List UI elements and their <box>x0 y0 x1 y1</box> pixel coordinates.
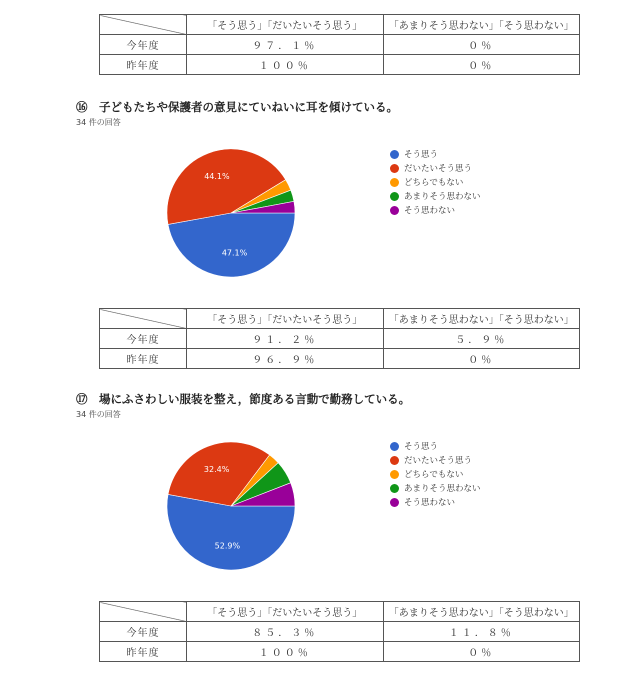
cell-this-year-agree: ９７．１％ <box>187 35 384 55</box>
legend-label: だいたいそう思う <box>404 456 473 466</box>
cell-this-year-disagree: １１．８％ <box>383 622 580 642</box>
legend-label: どちらでもない <box>404 470 464 480</box>
legend-q16 <box>390 147 481 217</box>
comparison-table-q16 <box>99 308 580 369</box>
question-17-response-count: 34 件の回答 <box>76 410 121 419</box>
legend-label: そう思わない <box>404 206 456 216</box>
row-label-this-year: 今年度 <box>100 329 187 349</box>
pie-data-label: 32.4% <box>203 465 230 475</box>
comparison-table-q17 <box>99 601 580 662</box>
cell-this-year-disagree: ５．９％ <box>383 329 580 349</box>
legend-dot <box>390 150 399 159</box>
legend-label: だいたいそう思う <box>404 164 473 174</box>
col-header-disagree: 「あまりそう思わない」「そう思わない」 <box>383 15 580 35</box>
question-16-title: ⑯ 子どもたちや保護者の意見にていねいに耳を傾けている。 <box>76 100 398 114</box>
row-label-last-year: 昨年度 <box>100 55 187 75</box>
cell-this-year-disagree: ０％ <box>383 35 580 55</box>
legend-item <box>390 467 481 481</box>
legend-item <box>390 147 481 161</box>
col-header-disagree: 「あまりそう思わない」「そう思わない」 <box>383 309 580 329</box>
legend-dot <box>390 442 399 451</box>
pie-slice-1 <box>168 213 295 277</box>
table-corner-cell <box>100 309 187 329</box>
legend-dot <box>390 178 399 187</box>
legend-item <box>390 161 481 175</box>
legend-label: あまりそう思わない <box>404 484 481 494</box>
cell-last-year-disagree: ０％ <box>383 349 580 369</box>
row-label-last-year: 昨年度 <box>100 642 187 662</box>
cell-last-year-disagree: ０％ <box>383 642 580 662</box>
legend-dot <box>390 498 399 507</box>
col-header-agree: 「そう思う」「だいたいそう思う」 <box>187 15 384 35</box>
legend-label: そう思う <box>404 150 439 160</box>
legend-item <box>390 175 481 189</box>
row-label-this-year: 今年度 <box>100 622 187 642</box>
col-header-disagree: 「あまりそう思わない」「そう思わない」 <box>383 602 580 622</box>
legend-item <box>390 439 481 453</box>
cell-last-year-agree: ９６．９％ <box>187 349 384 369</box>
pie-chart-q16 <box>166 148 296 278</box>
legend-q17 <box>390 439 481 509</box>
legend-label: そう思わない <box>404 498 456 508</box>
legend-label: そう思う <box>404 442 439 452</box>
pie-data-label: 44.1% <box>204 171 230 181</box>
row-label-this-year: 今年度 <box>100 35 187 55</box>
legend-item <box>390 495 481 509</box>
legend-item <box>390 481 481 495</box>
cell-last-year-agree: １００％ <box>187 55 384 75</box>
legend-dot <box>390 470 399 479</box>
question-17-title: ⑰ 場にふさわしい服装を整え，節度ある言動で勤務している。 <box>76 392 411 406</box>
legend-item <box>390 453 481 467</box>
col-header-agree: 「そう思う」「だいたいそう思う」 <box>187 309 384 329</box>
legend-dot <box>390 456 399 465</box>
cell-this-year-agree: ８５．３％ <box>187 622 384 642</box>
legend-label: どちらでもない <box>404 178 464 188</box>
question-16-response-count: 34 件の回答 <box>76 118 121 127</box>
legend-label: あまりそう思わない <box>404 192 481 202</box>
comparison-table-top <box>99 14 580 75</box>
legend-dot <box>390 164 399 173</box>
cell-last-year-agree: １００％ <box>187 642 384 662</box>
legend-dot <box>390 484 399 493</box>
row-label-last-year: 昨年度 <box>100 349 187 369</box>
legend-item <box>390 203 481 217</box>
pie-data-label: 52.9% <box>214 541 241 551</box>
table-corner-cell <box>100 15 187 35</box>
legend-item <box>390 189 481 203</box>
table-corner-cell <box>100 602 187 622</box>
pie-chart-q17 <box>166 441 296 571</box>
legend-dot <box>390 206 399 215</box>
pie-data-label: 47.1% <box>221 248 248 258</box>
col-header-agree: 「そう思う」「だいたいそう思う」 <box>187 602 384 622</box>
cell-this-year-agree: ９１．２％ <box>187 329 384 349</box>
legend-dot <box>390 192 399 201</box>
cell-last-year-disagree: ０％ <box>383 55 580 75</box>
